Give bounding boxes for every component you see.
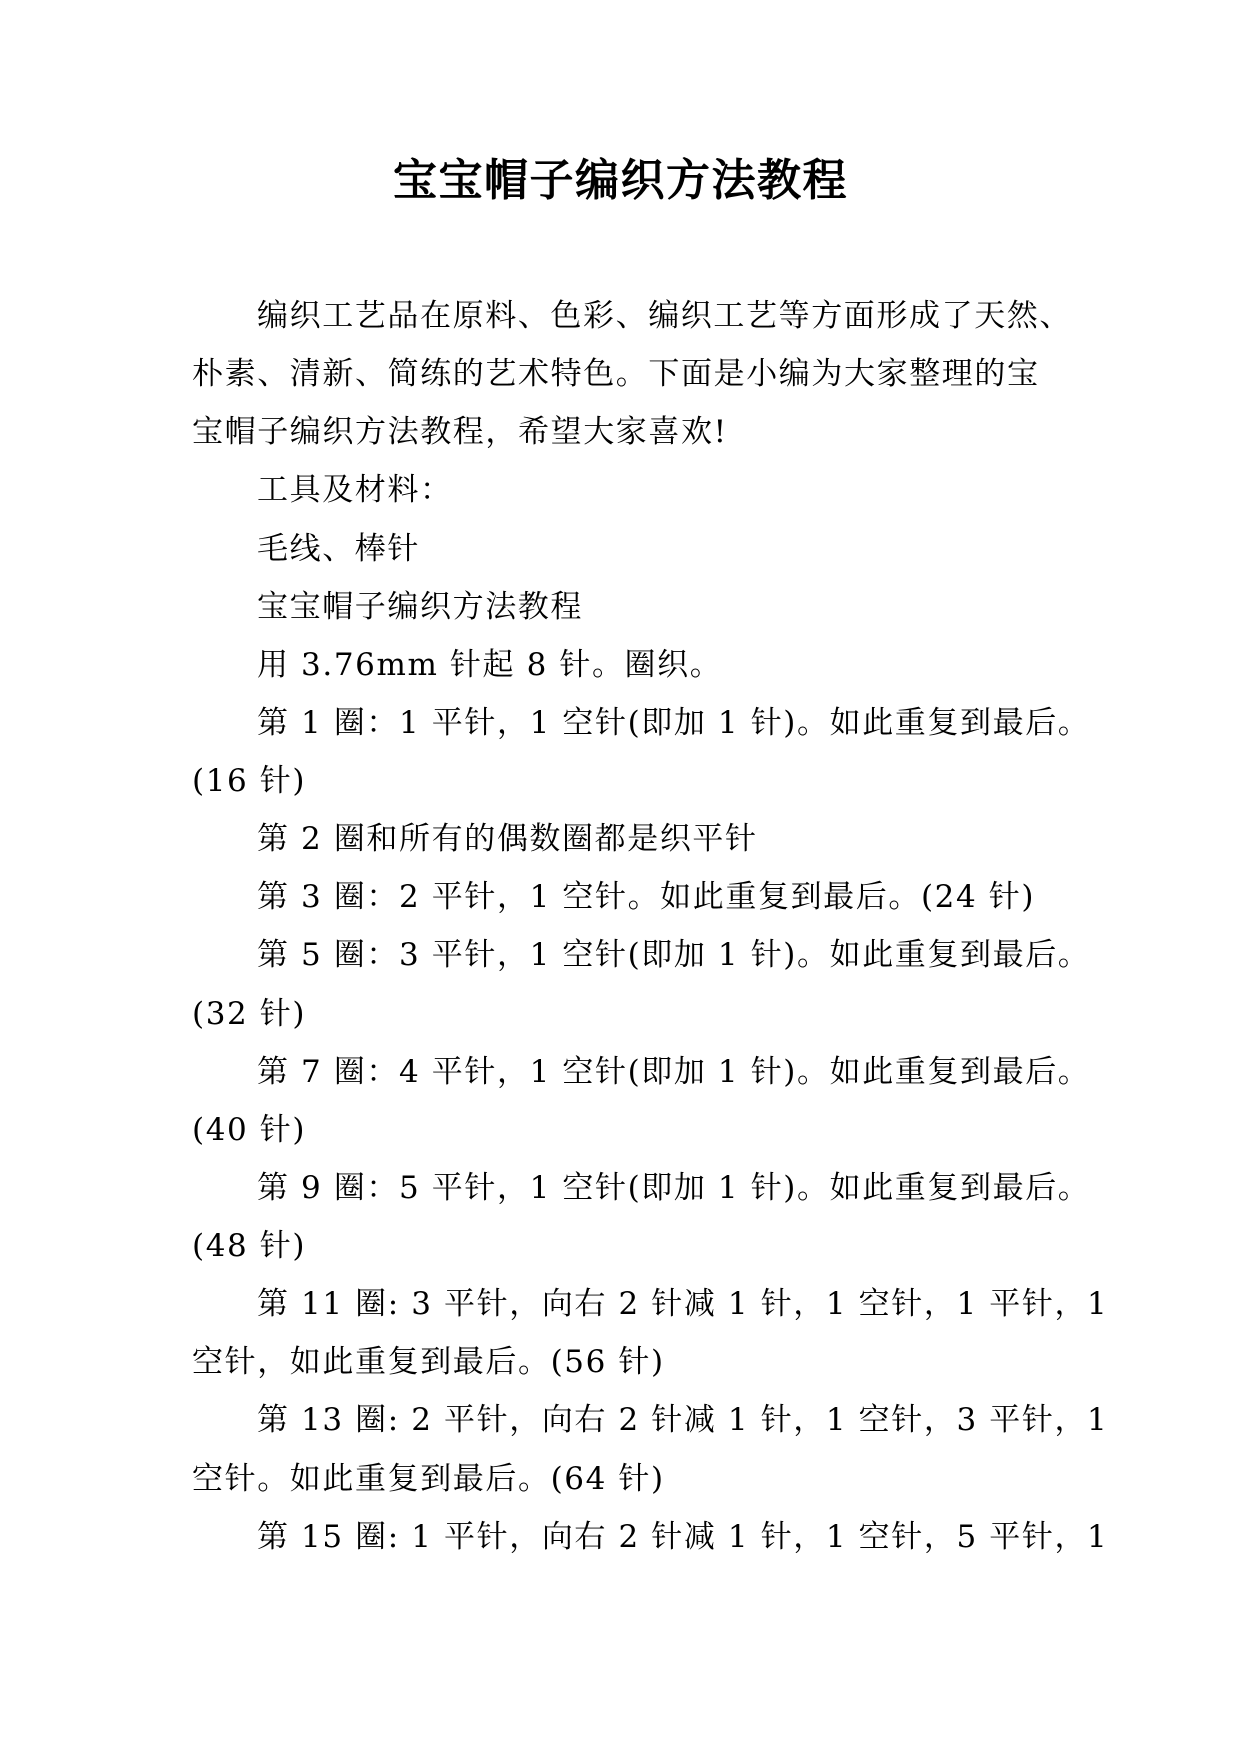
paragraph-tools-list <box>192 520 1132 578</box>
document-body <box>192 287 1132 1566</box>
paragraph-line: 第 13 圈: 2 平针，向右 2 针减 1 针，1 空针，3 平针，1 <box>257 1402 1109 1439</box>
paragraph-line: 编织工艺品在原料、色彩、编织工艺等方面形成了天然、 <box>257 298 1072 334</box>
document-title: 宝宝帽子编织方法教程 <box>393 155 848 206</box>
paragraph-tools-heading <box>192 461 1132 519</box>
paragraph-line: 工具及材料： <box>257 472 453 509</box>
paragraph-round-5 <box>192 926 1132 1042</box>
paragraph-intro <box>192 287 1132 461</box>
paragraph-line: 毛线、棒针 <box>257 530 420 567</box>
paragraph-line: 宝宝帽子编织方法教程 <box>257 588 583 625</box>
paragraph-line: (48 针) <box>192 1228 307 1264</box>
paragraph-line: (32 针) <box>192 995 307 1032</box>
paragraph-line: 第 1 圈：1 平针，1 空针(即加 1 针)。如此重复到最后。 <box>257 704 1091 741</box>
paragraph-line: (40 针) <box>192 1111 307 1148</box>
paragraph-round-15 <box>192 1508 1132 1566</box>
paragraph-line: 第 3 圈：2 平针，1 空针。如此重复到最后。(24 针) <box>257 879 1036 916</box>
paragraph-line: 空针，如此重复到最后。(56 针) <box>192 1344 665 1381</box>
paragraph-round-13 <box>192 1391 1132 1507</box>
paragraph-round-11 <box>192 1275 1132 1391</box>
paragraph-line: 第 5 圈：3 平针，1 空针(即加 1 针)。如此重复到最后。 <box>257 937 1091 974</box>
paragraph-line: 第 11 圈: 3 平针，向右 2 针减 1 针，1 空针，1 平针，1 <box>257 1286 1109 1323</box>
paragraph-line: 朴素、清新、简练的艺术特色。下面是小编为大家整理的宝 <box>192 356 1040 393</box>
paragraph-round-2 <box>192 810 1132 868</box>
paragraph-line: 第 15 圈: 1 平针，向右 2 针减 1 针，1 空针，5 平针，1 <box>257 1518 1109 1555</box>
paragraph-round-7 <box>192 1043 1132 1159</box>
paragraph-line: 第 2 圈和所有的偶数圈都是织平针 <box>257 821 758 858</box>
paragraph-round-3 <box>192 868 1132 926</box>
paragraph-line: 宝帽子编织方法教程，希望大家喜欢! <box>192 414 728 451</box>
paragraph-cast-on <box>192 636 1132 694</box>
paragraph-line: 第 9 圈：5 平针，1 空针(即加 1 针)。如此重复到最后。 <box>257 1169 1091 1206</box>
paragraph-round-9 <box>192 1159 1132 1275</box>
paragraph-line: 空针。如此重复到最后。(64 针) <box>192 1460 665 1497</box>
paragraph-line: 用 3.76mm 针起 8 针。圈织。 <box>257 646 723 683</box>
paragraph-line: 第 7 圈：4 平针，1 空针(即加 1 针)。如此重复到最后。 <box>257 1053 1091 1090</box>
paragraph-method-heading <box>192 578 1132 636</box>
paragraph-line: (16 针) <box>192 763 307 799</box>
paragraph-round-1 <box>192 694 1132 810</box>
